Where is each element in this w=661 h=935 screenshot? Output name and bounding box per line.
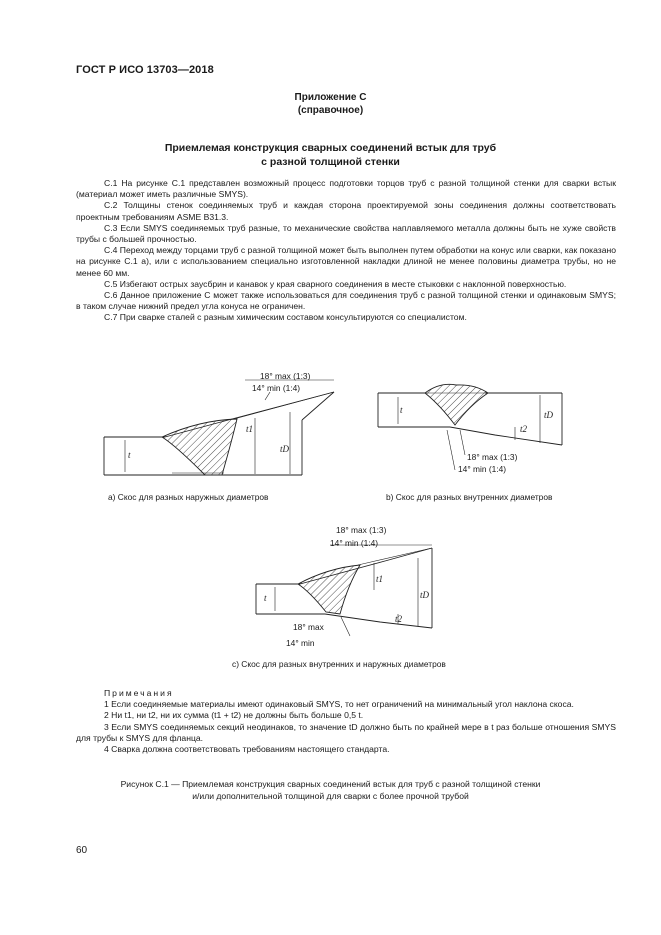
paragraph-c7: С.7 При сварке сталей с разным химическим составом консультируются со специалистом. — [104, 312, 467, 323]
figure-caption-line1: Рисунок С.1 — Приемлемая конструкция сварных соединений встык для труб с разной толщиной стенки — [120, 779, 541, 789]
diagram-b-angle-max: 18° max (1:3) — [467, 452, 518, 462]
page-number: 60 — [76, 845, 88, 856]
paragraph-c6: С.6 Данное приложение С может также использоваться для соединения труб с разной толщиной стенки и одинаковым SMYS; в таком случае нижний предел угла конуса не ограничен. — [76, 290, 616, 312]
diagram-a-t1-label: t1 — [246, 424, 254, 434]
paragraph-c1: С.1 На рисунке С.1 представлен возможный процесс подготовки торцов труб с разной толщиной стенки для сварки встык (материал может иметь различные SMYS). — [76, 178, 616, 200]
appendix-subtitle: (справочное) — [297, 105, 364, 116]
note-4: 4 Сварка должна соответствовать требованиям настоящего стандарта. — [104, 744, 390, 755]
figure-caption — [0, 779, 661, 802]
diagram-c-angle-max-2: 18° max — [293, 622, 324, 632]
diagram-c-t-label: t — [264, 593, 267, 603]
section-title-line1: Приемлемая конструкция сварных соединений встык для труб — [164, 142, 497, 154]
diagram-a-caption: а) Скос для разных наружных диаметров — [108, 492, 269, 502]
diagram-c-angle-min: 14° min (1:4) — [330, 538, 379, 548]
appendix-title: Приложение С — [294, 92, 367, 103]
paragraph-c3: С.3 Если SMYS соединяемых труб разные, то механические свойства наплавляемого металла должны быть не хуже свойств трубы с большей прочностью. — [76, 222, 616, 245]
diagram-c — [256, 545, 432, 636]
note-3: 3 Если SMYS соединяемых секций неодинаков, то значение tD должно быть по крайней мере в t раз больше отношения SMYS для трубы к SMYS для фланца. — [76, 721, 616, 743]
weld-bead-c — [298, 565, 360, 614]
diagram-a-tD-label: tD — [280, 444, 289, 454]
note-1: 1 Если соединяемые материалы имеют одинаковый SMYS, то нет ограничений на минимальный угол наклона скоса. — [104, 699, 574, 710]
diagram-b-angle-min: 14° min (1:4) — [458, 464, 507, 474]
weld-bead-a — [162, 419, 237, 475]
diagram-a — [104, 380, 334, 475]
paragraph-c5: С.5 Избегают острых заусбрин и канавок у края сварного соединения в месте стыковки с наклонной поверхностью. — [104, 278, 567, 289]
diagram-a-angle-min: 14° min (1:4) — [252, 383, 301, 393]
weld-bead-b — [425, 384, 488, 425]
diagram-b-t2-label: t2 — [520, 424, 528, 434]
diagram-a-angle-max: 18° max (1:3) — [260, 371, 311, 381]
document-header: ГОСТ Р ИСО 13703—2018 — [76, 64, 214, 76]
diagram-b-caption: b) Скос для разных внутренних диаметров — [386, 492, 553, 502]
diagram-a-t-label: t — [128, 450, 131, 460]
section-title-line2: с разной толщиной стенки — [261, 156, 400, 168]
diagram-b-t-label: t — [400, 405, 403, 415]
diagram-c-caption: с) Скос для разных внутренних и наружных диаметров — [232, 659, 446, 669]
diagram-c-angle-min-2: 14° min — [286, 638, 315, 648]
paragraph-c4: С.4 Переход между торцами труб с разной толщиной может быть выполнен путем обработки на конус или сварки, как показано на рисунке С.1 а), или с использованием специально изготовленной накладки длиной не менее половины диаметра трубы, но не менее 60 мм. — [76, 245, 616, 278]
paragraph-c2: С.2 Толщины стенок соединяемых труб и каждая сторона проектируемой зоны соединения должны соответствовать проектным требованиям ASME B31.3. — [76, 200, 616, 222]
figure-caption-line2: и/или дополнительной толщиной для сварки с более прочной трубой — [192, 790, 469, 801]
diagram-c-t2-label: t2 — [395, 614, 403, 624]
diagram-c-t1-label: t1 — [376, 574, 384, 584]
diagram-c-angle-max: 18° max (1:3) — [336, 525, 387, 535]
diagram-c-tD-label: tD — [420, 590, 429, 600]
note-2: 2 Ни t1, ни t2, ни их сумма (t1 + t2) не должны быть больше 0,5 t. — [104, 710, 364, 721]
notes-heading: Примечания — [104, 688, 174, 698]
diagram-b-tD-label: tD — [544, 410, 553, 420]
notes-block — [76, 688, 616, 755]
